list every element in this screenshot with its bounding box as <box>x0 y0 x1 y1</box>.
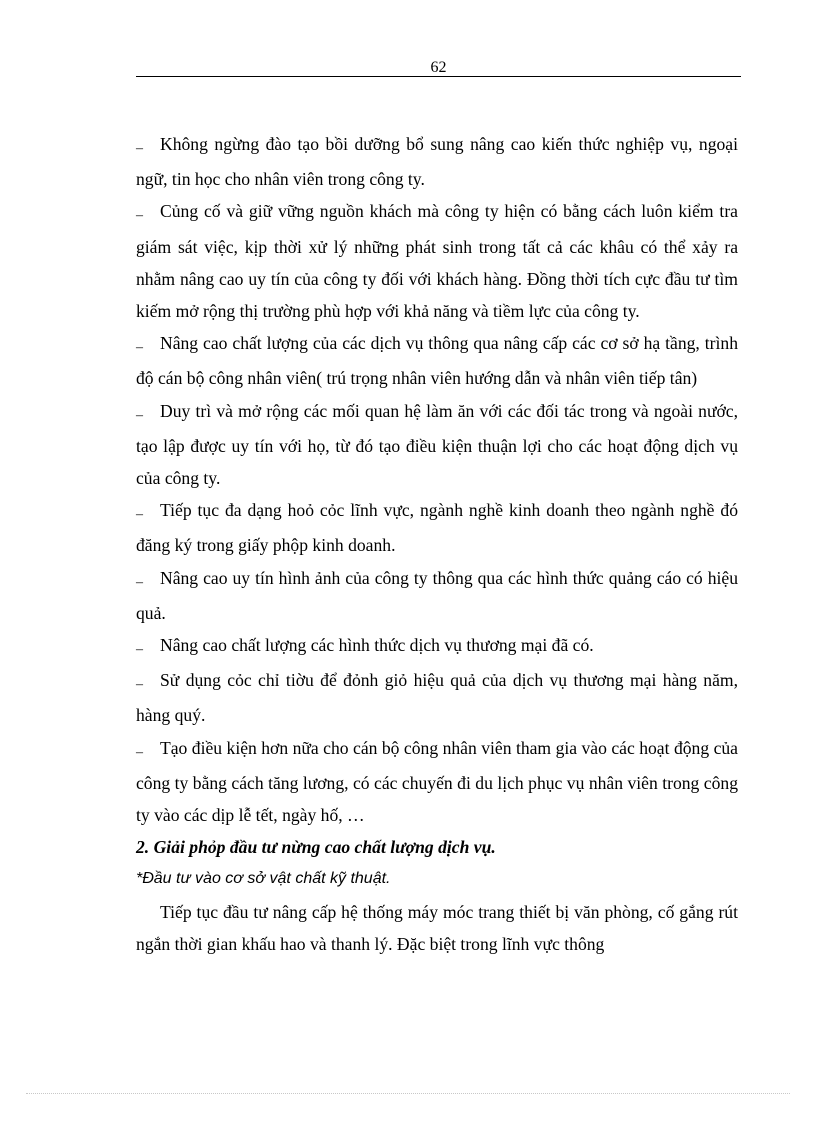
list-item <box>136 629 738 664</box>
bullet-dash: – <box>136 744 143 760</box>
list-item <box>136 494 738 561</box>
bullet-dash: – <box>136 507 143 523</box>
list-item-text: Nâng cao uy tín hình ảnh của công ty thông qua các hình thức quảng cáo có hiệu quả. <box>136 567 738 623</box>
bullet-dash: – <box>136 141 143 156</box>
list-item <box>136 562 738 629</box>
list-item-text: Sử dụng cỏc chỉ tiờu để đỏnh giỏ hiệu quả của dịch vụ thương mại hàng năm, hàng quý. <box>136 670 738 726</box>
bullet-dash: – <box>136 340 143 356</box>
list-item-text: Không ngừng đào tạo bồi dưỡng bổ sung nâng cao kiến thức nghiệp vụ, ngoại ngữ, tin học cho nhân viên trong công ty. <box>136 134 738 190</box>
list-item-text: Nâng cao chất lượng của các dịch vụ thông qua nâng cấp các cơ sở hạ tầng, trình độ cán bộ công nhân viên( trú trọng nhân viên hướng dẫn và nhân viên tiếp tân) <box>136 333 738 389</box>
list-item-text: Nâng cao chất lượng các hình thức dịch vụ thương mại đã có. <box>160 635 594 656</box>
page-number: 62 <box>430 59 447 76</box>
subsection-heading: *Đầu tư vào cơ sở vật chất kỹ thuật. <box>136 870 391 888</box>
section-heading: 2. Giải phỏp đầu tư nừng cao chất lượng dịch vụ. <box>136 837 496 858</box>
page-content <box>136 128 738 960</box>
list-item <box>136 195 738 327</box>
list-item <box>136 732 738 832</box>
list-item-text: Củng cố và giữ vững nguồn khách mà công ty hiện có bằng cách luôn kiểm tra giám sát việc, kịp thời xử lý những phát sinh trong tất cả các khâu có thể xảy ra nhằm nâng cao uy tín của công ty đối với khách hàng. Đồng thời tích cực đầu tư tìm kiếm mở rộng thị trường phù hợp với khả năng và tiềm lực của công ty. <box>136 201 738 322</box>
bullet-dash: – <box>136 407 143 423</box>
list-item <box>136 395 738 495</box>
footer-dotted-rule <box>26 1093 790 1094</box>
body-paragraph: Tiếp tục đầu tư nâng cấp hệ thống máy móc trang thiết bị văn phòng, cố gắng rút ngắn thời gian khấu hao và thanh lý. Đặc biệt trong lĩnh vực thông <box>136 901 738 954</box>
bullet-dash: – <box>136 642 143 658</box>
list-item-text: Tạo điều kiện hơn nữa cho cán bộ công nhân viên tham gia vào các hoạt động của công ty bằng cách tăng lương, có các chuyến đi du lịch phục vụ nhân viên trong công ty vào các dịp lễ tết, ngày hố, … <box>136 737 738 826</box>
list-item <box>136 664 738 731</box>
list-item-text: Tiếp tục đa dạng hoỏ cỏc lĩnh vực, ngành nghề kinh doanh theo ngành nghề đó đăng ký trong giấy phộp kinh doanh. <box>136 500 738 556</box>
list-item <box>136 128 738 195</box>
list-item-text: Duy trì và mở rộng các mối quan hệ làm ăn với các đối tác trong và ngoài nước, tạo lập được uy tín với họ, từ đó tạo điều kiện thuận lợi cho các hoạt động dịch vụ của công ty. <box>136 400 738 489</box>
header-rule <box>136 76 741 77</box>
bullet-dash: – <box>136 574 143 590</box>
list-item <box>136 327 738 394</box>
bullet-dash: – <box>136 677 143 693</box>
bullet-dash: – <box>136 208 143 224</box>
